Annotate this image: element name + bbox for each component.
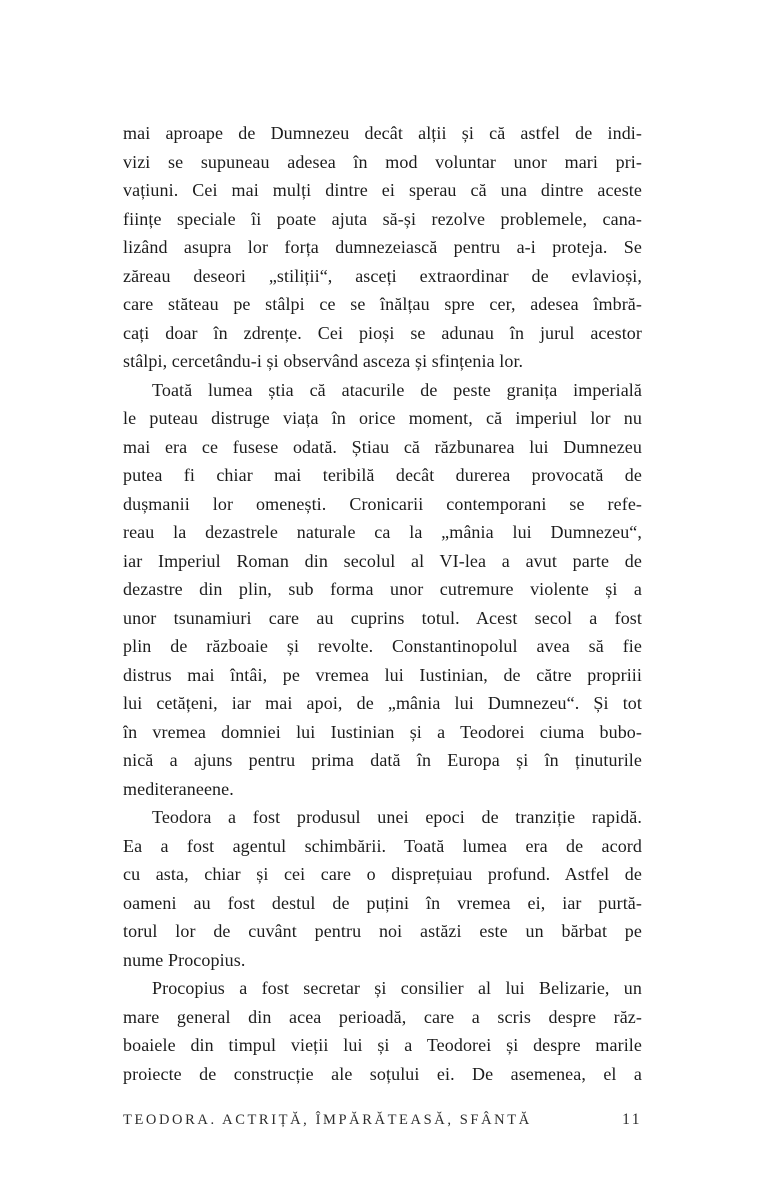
text-line: vizi se supuneau adesea în mod voluntar unor mari pri-	[123, 151, 642, 172]
text-line: cu asta, chiar și cei care o disprețuiau profund. Astfel de	[123, 864, 642, 884]
body-text	[123, 119, 642, 1088]
text-line: boaiele din timpul vieții lui și a Teodorei și despre marile	[123, 1035, 642, 1055]
text-line: Teodora a fost produsul unei epoci de tranziție rapidă.	[152, 807, 642, 827]
page-number: 11	[622, 1111, 642, 1128]
text-line: dușmanii lor omenești. Cronicarii contemporani se refe-	[123, 493, 642, 514]
running-title: TEODORA. ACTRIȚĂ, ÎMPĂRĂTEASĂ, SFÂNTĂ	[123, 1112, 532, 1128]
text-line: mai aproape de Dumnezeu decât alții și că astfel de indi-	[123, 123, 642, 143]
text-line: Procopius a fost secretar și consilier al lui Belizarie, un	[152, 978, 642, 998]
text-line: stâlpi, cercetându-i și observând asceza și sfințenia lor.	[123, 351, 524, 371]
text-line: lizând asupra lor forța dumnezeiască pentru a-i proteja. Se	[123, 237, 642, 257]
text-line: lui cetățeni, iar mai apoi, de „mânia lui Dumnezeu“. Și tot	[123, 693, 642, 713]
text-line: zăreau deseori „stiliții“, asceți extraordinar de evlavioși,	[123, 265, 642, 286]
text-line: le puteau distruge viața în orice moment, că imperiul lor nu	[123, 408, 642, 428]
text-line: plin de războaie și revolte. Constantinopolul avea să fie	[123, 636, 642, 656]
text-line: dezastre din plin, sub forma unor cutremure violente și a	[123, 579, 642, 599]
text-line: distrus mai întâi, pe vremea lui Iustinian, de către propriii	[123, 664, 642, 685]
text-line: în vremea domniei lui Iustinian și a Teodorei ciuma bubo-	[123, 721, 642, 742]
text-line: cați doar în zdrențe. Cei pioși se adunau în jurul acestor	[123, 322, 642, 343]
text-line: torul lor de cuvânt pentru noi astăzi este un bărbat pe	[123, 921, 642, 941]
text-line: vațiuni. Cei mai mulți dintre ei sperau că una dintre aceste	[123, 180, 642, 200]
text-line: Toată lumea știa că atacurile de peste granița imperială	[152, 379, 642, 400]
text-line: Ea a fost agentul schimbării. Toată lumea era de acord	[123, 835, 642, 856]
text-line: mediteraneene.	[123, 778, 234, 799]
text-line: mare general din acea perioadă, care a scris despre răz-	[123, 1006, 642, 1027]
page-footer	[123, 1111, 642, 1129]
text-line: reau la dezastrele naturale ca la „mânia lui Dumnezeu“,	[123, 522, 642, 542]
text-line: ființe speciale îi poate ajuta să-și rezolve problemele, cana-	[123, 208, 642, 229]
text-line: care stăteau pe stâlpi ce se înălțau spre cer, adesea îmbră-	[123, 294, 642, 314]
text-line: proiecte de construcție ale soțului ei. De asemenea, el a	[123, 1063, 642, 1084]
text-line: unor tsunamiuri care au cuprins totul. Acest secol a fost	[123, 607, 642, 628]
text-line: oameni au fost destul de puțini în vremea ei, iar purtă-	[123, 892, 642, 913]
text-line: mai era ce fusese odată. Știau că răzbunarea lui Dumnezeu	[123, 436, 642, 457]
text-line: iar Imperiul Roman din secolul al VI-lea a avut parte de	[123, 550, 642, 571]
text-line: nume Procopius.	[123, 949, 246, 970]
text-line: putea fi chiar mai teribilă decât durerea provocată de	[123, 465, 642, 485]
text-line: nică a ajuns pentru prima dată în Europa și în ținuturile	[123, 750, 642, 770]
